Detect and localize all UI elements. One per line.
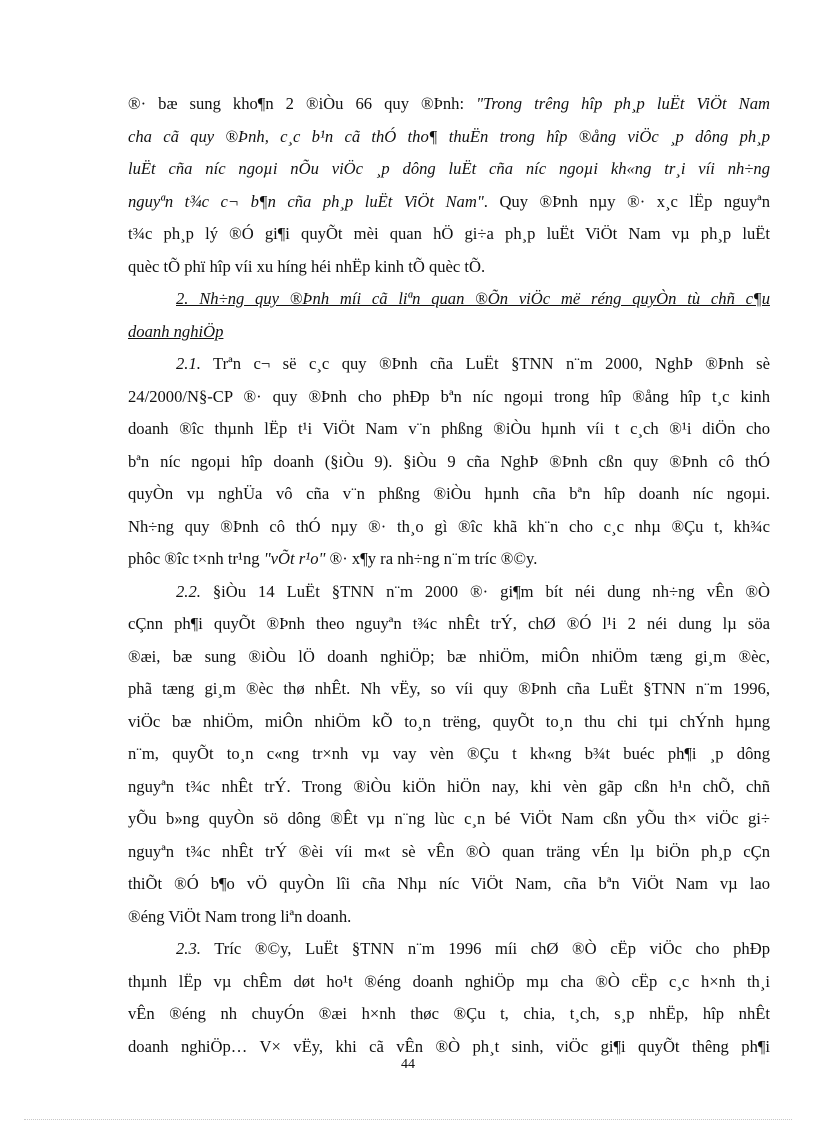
item-number: 2.2. [176,581,201,601]
text-line: nguyªn t¾c c¬ b¶n cña ph¸p luËt ViÖt Nam". Quy ®Þnh nµy ®· x¸c lËp nguyªn [128,191,770,211]
page-number: 44 [401,1057,415,1072]
text-line: bªn níc ngoµi hîp doanh (§iÒu 9). §iÒu 9 cña NghÞ ®Þnh cßn quy ®Þnh cô thÓ [128,451,770,471]
text-line: doanh nghiÖp… V× vËy, khi cã vÊn ®Ò ph¸t sinh, viÖc gi¶i quyÕt thêng ph¶i [128,1036,770,1056]
text-line: luËt cña níc ngoµi nÕu viÖc ¸p dông luËt cña níc ngoµi kh«ng tr¸i víi nh÷ng [128,159,770,178]
text-line: 2.2. §iÒu 14 LuËt §TNN n¨m 2000 ®· gi¶m bít néi dung nh÷ng vÊn ®Ò [176,581,770,601]
page-bottom-divider [24,1119,792,1120]
item-number: 2.1. [176,354,201,373]
body-text [128,88,770,1063]
text-line: thiÕt ®Ó b¶o vÖ quyÒn lîi cña Nhµ níc ViÖt Nam, cña bªn ViÖt Nam vµ lao [128,874,770,893]
text-line: thµnh lËp vµ chÊm døt ho¹t ®éng doanh nghiÖp mµ cha ®Ò cËp c¸c h×nh th¸i [128,971,770,991]
text-line: ®éng ViÖt Nam trong liªn doanh. [128,906,352,926]
text-line: 2.3. Tríc ®©y, LuËt §TNN n¨m 1996 míi chØ ®Ò cËp viÖc cho phÐp [176,939,770,958]
text-line: ®æi, bæ sung ®iÒu lÖ doanh nghiÖp; bæ nhiÖm, miÔn nhiÖm tæng gi¸m ®èc, [128,646,770,666]
text-line: 2.1. Trªn c¬ së c¸c quy ®Þnh cña LuËt §TNN n¨m 2000, NghÞ ®Þnh sè [176,354,770,373]
item-number: 2.3. [176,939,201,958]
text-line: quyÒn vµ nghÜa vô cña v¨n phßng ®iÒu hµnh cña bªn hîp doanh níc ngoµi. [128,484,770,503]
text-line: nguyªn t¾c nhÊt trÝ ®èi víi m«t sè vÊn ®Ò quan träng vÉn lµ biÖn ph¸p cÇn [128,841,770,861]
text-line: 24/2000/N§-CP ®· quy ®Þnh cho phÐp bªn níc ngoµi trong hîp ®ång hîp t¸c kinh [128,386,770,406]
text-line: t¾c ph¸p lý ®Ó gi¶i quyÕt mèi quan hÖ gi÷a ph¸p luËt ViÖt Nam vµ ph¸p luËt [128,224,770,243]
section-heading: 2. Nh÷ng quy ®Þnh míi cã liªn quan ®Õn viÖc më réng quyÒn tù chñ c¶u [176,289,770,308]
text-line: cÇnn ph¶i quyÕt ®Þnh theo nguyªn t¾c nhÊt trÝ, chØ ®Ó l¹i 2 néi dung lµ söa [128,614,770,633]
text-line: yÕu b»ng quyÒn sö dông ®Êt vµ n¨ng lùc c¸n bé ViÖt Nam cßn yÕu th× viÖc gi÷ [128,809,770,828]
text-line: viÖc bæ nhiÖm, miÔn nhiÖm kÕ to¸n trëng, quyÕt to¸n thu chi tµi chÝnh hµng [128,711,770,731]
text-line: ®· bæ sung kho¶n 2 ®iÒu 66 quy ®Þnh: "Trong trêng hîp ph¸p luËt ViÖt Nam [128,94,770,113]
text-line: phã tæng gi¸m ®èc thø nhÊt. Nh vËy, so víi quy ®Þnh cña LuËt §TNN n¨m 1996, [128,679,770,698]
text-line: quèc tÕ phï hîp víi xu híng héi nhËp kinh tÕ quèc tÕ. [128,256,486,276]
text-line: doanh ®îc thµnh lËp t¹i ViÖt Nam v¨n phßng ®iÒu hµnh víi t c¸ch ®¹i diÖn cho [128,419,770,438]
text-line: cha cã quy ®Þnh, c¸c b¹n cã thÓ tho¶ thuËn trong hîp ®ång viÖc ¸p dông ph¸p [128,126,770,146]
section-heading: doanh nghiÖp [128,321,224,341]
text-line: vÊn ®éng nh chuyÓn ®æi h×nh thøc ®Çu t, chia, t¸ch, s¸p nhËp, hîp nhÊt [128,1004,770,1023]
text-line: nguyªn t¾c nhÊt trÝ. Trong ®iÒu kiÖn hiÖn nay, khi vèn gãp cßn h¹n chÕ, chñ [128,776,770,796]
text-line: Nh÷ng quy ®Þnh cô thÓ nµy ®· th¸o gì ®îc khã kh¨n cho c¸c nhµ ®Çu t, kh¾c [128,516,770,536]
text-line: n¨m, quyÕt to¸n c«ng tr×nh vµ vay vèn ®Çu t kh«ng b¾t buéc ph¶i ¸p dông [128,744,770,763]
text-line: phôc ®îc t×nh tr¹ng "vÕt r¹o" ®· x¶y ra nh÷ng n¨m tríc ®©y. [128,549,538,568]
